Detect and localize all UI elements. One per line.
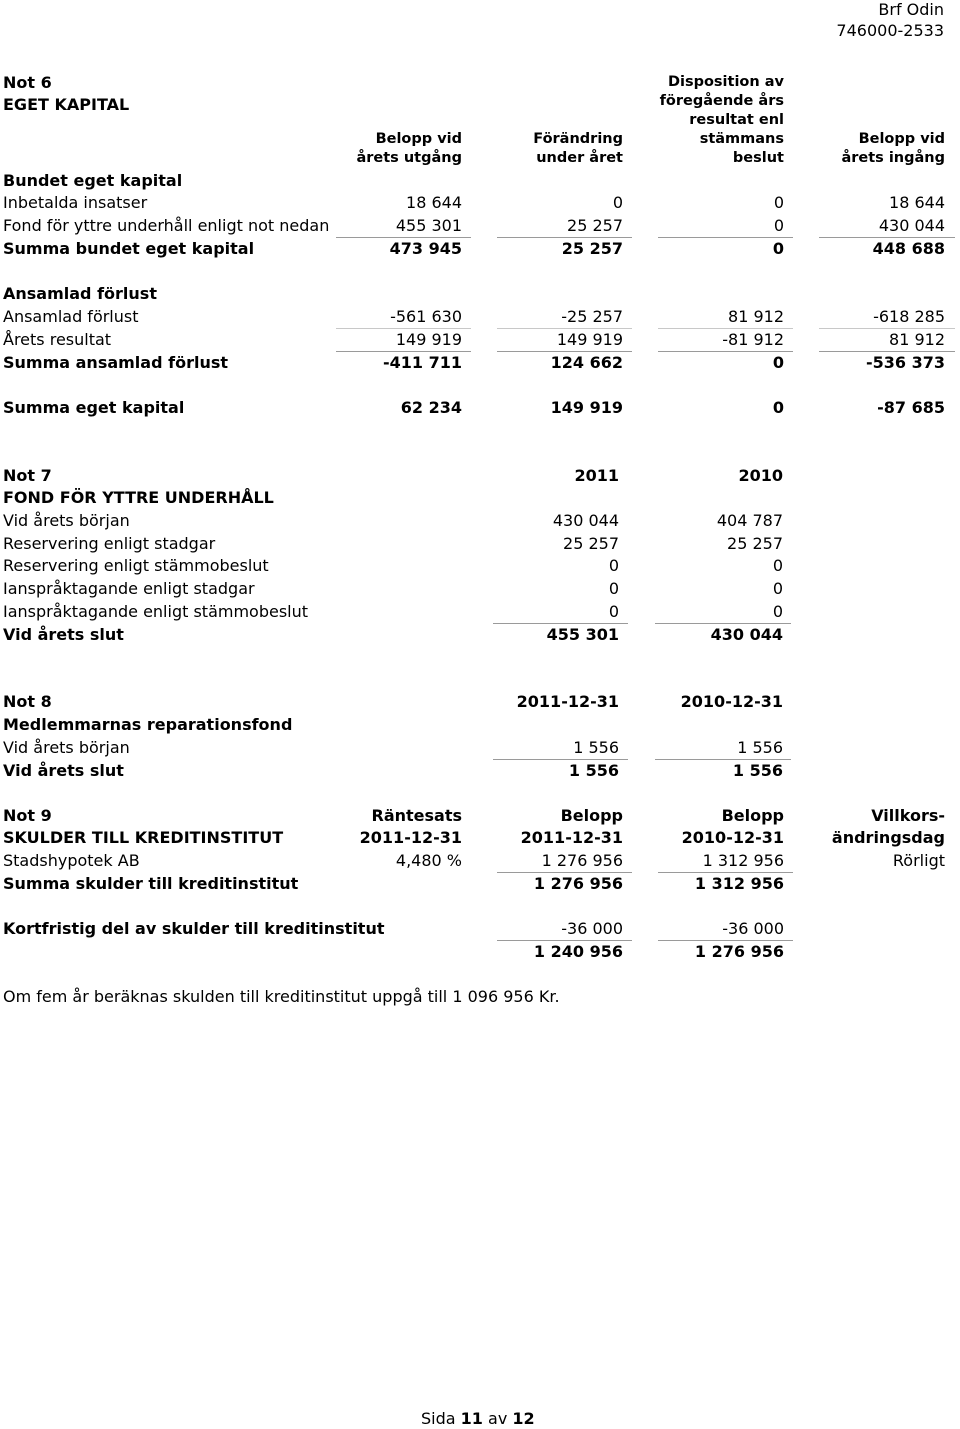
sum-value: 1 556 [732,761,783,780]
cell-value: 0 [772,556,783,575]
row-label: Vid årets början [3,511,130,530]
sum-value: 0 [772,239,784,258]
sum-value: 473 945 [389,239,462,258]
sum-value: 124 662 [550,353,623,372]
debt-note-text: Om fem år beräknas skulden till kreditinstitut uppgå till 1 096 956 Kr. [3,987,560,1006]
note-6-title: EGET KAPITAL [3,95,130,114]
total-label: Summa eget kapital [3,398,185,417]
note-6-number: Not 6 [3,73,52,92]
note-8-title: Medlemmarnas reparationsfond [3,715,293,734]
org-name: Brf Odin [878,0,944,19]
org-number: 746000-2533 [836,21,944,40]
section-bundet-heading: Bundet eget kapital [3,171,183,190]
page-footer: Sida 11 av 12 [421,1409,535,1428]
row-label: Stadshypotek AB [3,851,140,870]
sum-label: Summa bundet eget kapital [3,239,255,258]
underline [658,328,793,329]
sum-value: 1 276 956 [533,874,623,893]
total-value: -87 685 [877,398,945,417]
cell-value: 18 644 [406,193,462,212]
cell-value: 0 [772,602,783,621]
col-header: Belopp [560,806,623,825]
cell-value: -81 912 [722,330,784,349]
cell-value: 0 [773,193,784,212]
col-header: 2010-12-31 [681,828,784,847]
cell-value: 0 [608,556,619,575]
section-ansamlad-heading: Ansamlad förlust [3,284,157,303]
cell-value: 4,480 % [395,851,462,870]
underline [497,328,632,329]
underline [819,328,955,329]
sum-label: Summa ansamlad förlust [3,353,228,372]
col-header: Belopp [721,806,784,825]
underline [497,237,632,238]
date-header: 2011-12-31 [516,692,619,711]
cell-value: Rörligt [892,851,945,870]
sum-value: 1 312 956 [694,874,784,893]
cell-value: 18 644 [889,193,945,212]
underline [493,759,628,760]
cell-value: 1 556 [737,738,783,757]
sum-label: Vid årets slut [3,761,124,780]
sum-label: Vid årets slut [3,625,124,644]
row-label: Fond för yttre underhåll enligt not nedan [3,216,330,235]
sum-value: 0 [772,353,784,372]
long-term-value: 1 276 956 [694,942,784,961]
sum-value: 430 044 [710,625,783,644]
note-7-title: FOND FÖR YTTRE UNDERHÅLL [3,488,274,507]
row-label: Årets resultat [3,330,112,349]
cell-value: 25 257 [727,534,783,553]
cell-value: 25 257 [567,216,623,235]
col-header-disposition: Disposition av föregående års resultat enl stämmans beslut [659,74,784,166]
cell-value: 430 044 [878,216,945,235]
note-8-number: Not 8 [3,692,52,711]
row-label: Ianspråktagande enligt stämmobeslut [3,602,309,621]
cell-value: 455 301 [395,216,462,235]
underline [655,623,791,624]
row-label: Ianspråktagande enligt stadgar [3,579,255,598]
cell-value: 0 [612,193,623,212]
cell-value: 0 [608,579,619,598]
cell-value: 0 [773,216,784,235]
row-label: Ansamlad förlust [3,307,139,326]
total-value: 62 234 [400,398,462,417]
underline [819,237,955,238]
note-9-title: SKULDER TILL KREDITINSTITUT [3,828,284,847]
col-header: ändringsdag [831,828,945,847]
underline [493,623,628,624]
col-header: 2011-12-31 [359,828,462,847]
note-9-number: Not 9 [3,806,52,825]
underline [658,351,793,352]
col-header-ingang: Belopp vid årets ingång [841,131,945,166]
sum-value: -536 373 [865,353,945,372]
sum-label: Summa skulder till kreditinstitut [3,874,299,893]
date-header: 2010-12-31 [680,692,783,711]
long-term-value: 1 240 956 [533,942,623,961]
cell-value: 0 [608,602,619,621]
underline [336,351,471,352]
short-term-label: Kortfristig del av skulder till kreditinstitut [3,919,385,938]
total-value: 0 [772,398,784,417]
cell-value: 81 912 [889,330,945,349]
cell-value: 1 276 956 [541,851,623,870]
underline [819,351,955,352]
note-7-number: Not 7 [3,466,52,485]
cell-value: -36 000 [722,919,784,938]
year-header: 2011 [574,466,619,485]
cell-value: 149 919 [556,330,623,349]
sum-value: 455 301 [546,625,619,644]
underline [655,759,791,760]
cell-value: 404 787 [716,511,783,530]
underline [658,940,793,941]
row-label: Reservering enligt stadgar [3,534,216,553]
underline [658,237,793,238]
cell-value: 25 257 [563,534,619,553]
col-header-utgang: Belopp vid årets utgång [356,131,462,166]
sum-value: -411 711 [382,353,462,372]
underline [336,237,471,238]
underline [497,872,632,873]
col-header: Räntesats [371,806,462,825]
row-label: Reservering enligt stämmobeslut [3,556,269,575]
cell-value: -25 257 [561,307,623,326]
col-header-forandring: Förändring under året [533,131,623,166]
cell-value: -618 285 [873,307,945,326]
sum-value: 1 556 [568,761,619,780]
year-header: 2010 [738,466,783,485]
cell-value: -561 630 [390,307,462,326]
cell-value: 430 044 [552,511,619,530]
underline [497,940,632,941]
col-header: 2011-12-31 [520,828,623,847]
underline [658,872,793,873]
sum-value: 25 257 [561,239,623,258]
cell-value: 149 919 [395,330,462,349]
col-header: Villkors- [871,806,945,825]
cell-value: -36 000 [561,919,623,938]
sum-value: 448 688 [872,239,945,258]
cell-value: 1 312 956 [702,851,784,870]
cell-value: 81 912 [728,307,784,326]
total-value: 149 919 [550,398,623,417]
cell-value: 0 [772,579,783,598]
cell-value: 1 556 [573,738,619,757]
underline [336,328,471,329]
underline [497,351,632,352]
row-label: Vid årets början [3,738,130,757]
row-label: Inbetalda insatser [3,193,148,212]
